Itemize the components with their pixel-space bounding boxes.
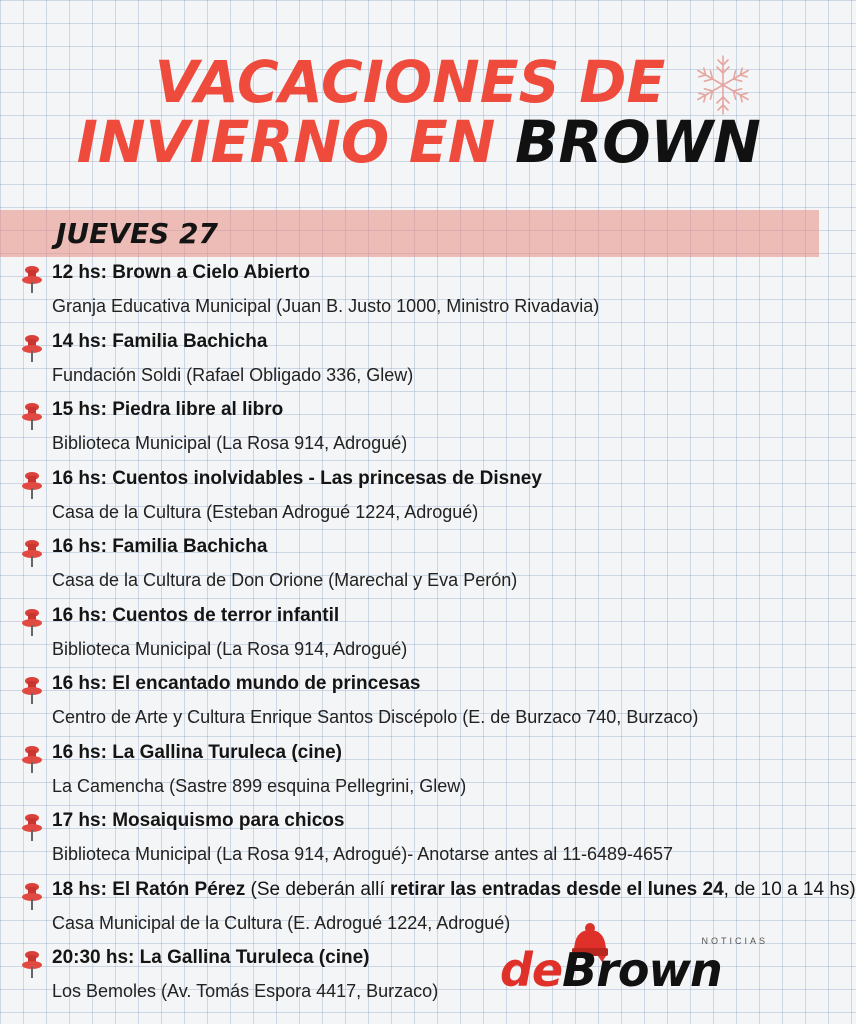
event-title: 15 hs: Piedra libre al libro [52,399,284,420]
logo-wordmark [500,942,722,998]
list-item [0,532,819,601]
event-title: 14 hs: Familia Bachicha [52,330,268,352]
list-item [0,601,819,670]
snowflake-icon [690,52,756,118]
title-red-part: INVIERNO EN [76,108,496,176]
event-title: 16 hs: Cuentos de terror infantil [52,604,340,626]
event-place: Granja Educativa Municipal (Juan B. Justo 1000, Ministro Rivadavia) [52,296,600,316]
logo-de: de [500,943,563,997]
pushpin-icon [20,675,44,705]
list-item [0,395,819,464]
pushpin-icon [20,744,44,774]
event-title [52,875,856,905]
event-title-main: 18 hs: El Ratón Pérez [52,878,246,900]
event-list [0,258,856,1012]
pushpin-icon [20,812,44,842]
event-title-note: (Se deberán allí [245,878,390,900]
event-title-emphasis: retirar las entradas desde el lunes 24 [389,878,724,900]
event-title: 20:30 hs: La Gallina Turuleca (cine) [52,947,370,968]
title-line-2 [76,108,761,176]
event-place: Fundación Soldi (Rafael Obligado 336, Glew) [52,364,414,385]
logo-brown: Brown [562,943,722,997]
event-title: 16 hs: El encantado mundo de princesas [52,673,421,694]
event-place: Casa Municipal de la Cultura (E. Adrogué 1224, Adrogué) [52,912,511,933]
event-place: Casa de la Cultura (Esteban Adrogué 1224, Adrogué) [52,501,479,522]
pushpin-icon [20,538,44,568]
list-item [0,258,819,327]
event-title-note-end: , de 10 a 14 hs) [723,878,856,900]
pushpin-icon [20,470,44,500]
event-place: Los Bemoles (Av. Tomás Espora 4417, Burzaco) [52,981,439,1001]
event-place: La Camencha (Sastre 899 esquina Pellegrini, Glew) [52,775,467,796]
event-title: 12 hs: Brown a Cielo Abierto [52,262,310,283]
title-brown-part: BROWN [515,108,761,176]
logo-small-text: NOTICIAS [701,936,768,946]
event-place: Biblioteca Municipal (La Rosa 914, Adrogué) [52,433,408,453]
title-line-1: VACACIONES DE [154,48,666,116]
list-item [0,464,819,533]
pushpin-icon [20,607,44,637]
pushpin-icon [20,881,44,911]
event-title: 16 hs: Cuentos inolvidables - Las princesas de Disney [52,467,542,489]
event-place: Centro de Arte y Cultura Enrique Santos Discépolo (E. de Burzaco 740, Burzaco) [52,707,699,727]
event-place: Biblioteca Municipal (La Rosa 914, Adrogué) [52,638,408,659]
list-item [0,738,819,807]
list-item [0,806,819,875]
pushpin-icon [20,264,44,294]
pushpin-icon [20,949,44,979]
day-heading: JUEVES 27 [56,217,218,250]
page-title [76,48,761,176]
list-item [0,327,819,396]
event-place: Casa de la Cultura de Don Orione (Marechal y Eva Perón) [52,570,518,590]
pushpin-icon [20,401,44,431]
event-title: 16 hs: Familia Bachicha [52,536,268,557]
debrown-logo [500,926,780,1012]
event-title: 17 hs: Mosaiquismo para chicos [52,810,345,831]
pushpin-icon [20,333,44,363]
list-item [0,669,819,738]
event-place: Biblioteca Municipal (La Rosa 914, Adrogué)- Anotarse antes al 11-6489-4657 [52,844,674,864]
event-title: 16 hs: La Gallina Turuleca (cine) [52,741,343,763]
